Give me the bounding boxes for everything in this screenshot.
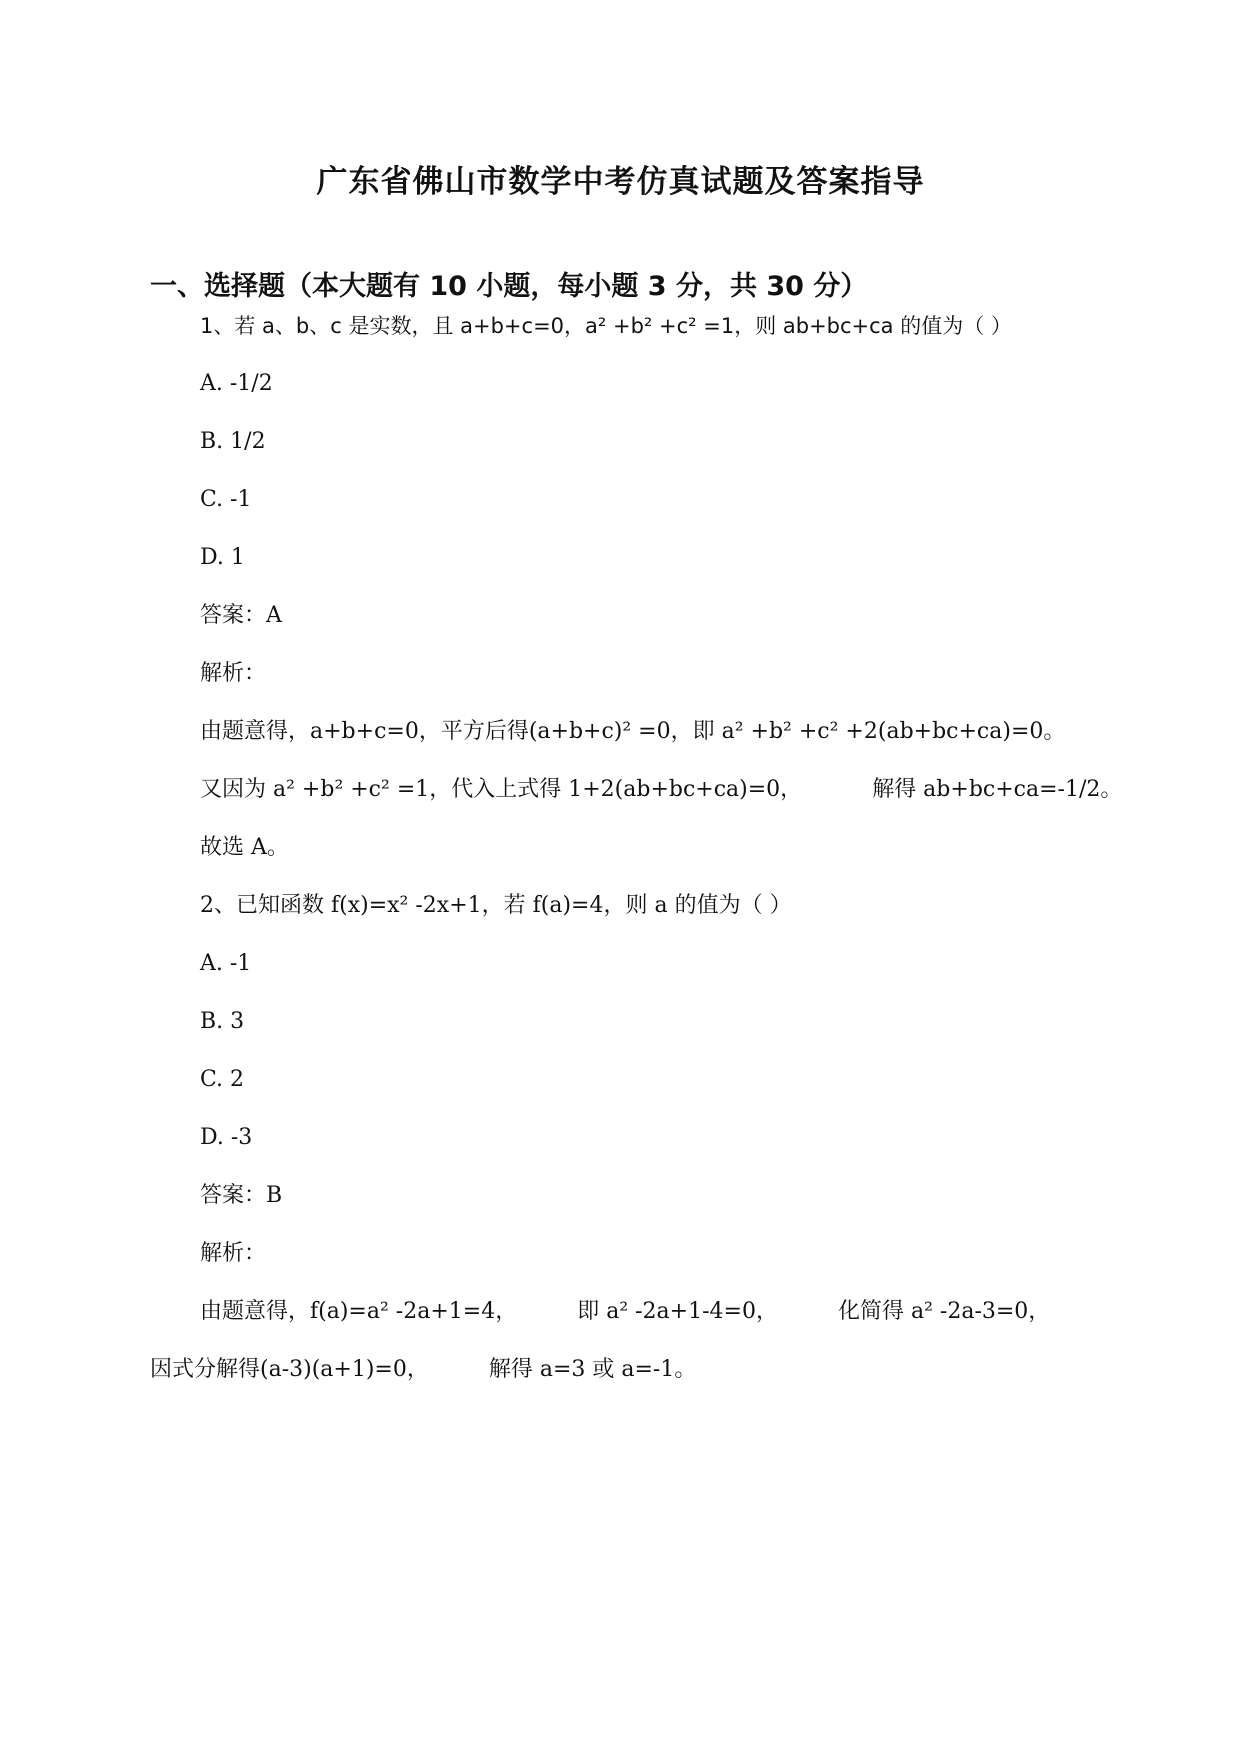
question-2-option-c: C. 2 xyxy=(200,1067,245,1092)
question-2-option-b: B. 3 xyxy=(200,1009,245,1034)
question-2-analysis-part-e: 解得 a=3 或 a=-1。 xyxy=(488,1357,697,1382)
question-2-analysis-part-c: 化简得 a² -2a-3=0， xyxy=(837,1299,1051,1324)
question-2-stem: 2、已知函数 f(x)=x² -2x+1，若 f(a)=4，则 a 的值为（ ） xyxy=(200,893,792,918)
question-1-analysis-line-2 xyxy=(200,775,1122,805)
question-2-analysis-line-2 xyxy=(150,1355,696,1385)
question-2-analysis-label: 解析： xyxy=(200,1241,267,1266)
question-1-option-b: B. 1/2 xyxy=(200,429,266,454)
question-1-option-a: A. -1/2 xyxy=(200,371,273,396)
question-1-answer: 答案：A xyxy=(200,603,282,628)
question-1-analysis-part-a: 又因为 a² +b² +c² =1，代入上式得 1+2(ab+bc+ca)=0， xyxy=(200,777,803,802)
question-1-analysis-conclusion: 故选 A。 xyxy=(200,835,289,860)
question-2-analysis-part-a: 由题意得，f(a)=a² -2a+1=4， xyxy=(200,1299,518,1324)
document-title: 广东省佛山市数学中考仿真试题及答案指导 xyxy=(316,164,925,200)
question-1-analysis-part-b: 解得 ab+bc+ca=-1/2。 xyxy=(872,777,1123,802)
question-2-analysis-part-d: 因式分解得(a-3)(a+1)=0， xyxy=(150,1357,429,1382)
section-heading: 一、选择题（本大题有 10 小题，每小题 3 分，共 30 分） xyxy=(150,271,868,302)
question-2-analysis-line-1 xyxy=(200,1297,1050,1327)
question-1-analysis-label: 解析： xyxy=(200,661,267,686)
question-1-option-d: D. 1 xyxy=(200,545,245,570)
question-1-analysis-line-1: 由题意得，a+b+c=0，平方后得(a+b+c)² =0，即 a² +b² +c² +2(ab+bc+ca)=0。 xyxy=(200,719,1066,744)
question-1-option-c: C. -1 xyxy=(200,487,252,512)
question-2-option-a: A. -1 xyxy=(200,951,252,976)
question-2-analysis-part-b: 即 a² -2a+1-4=0， xyxy=(577,1299,778,1324)
question-2-option-d: D. -3 xyxy=(200,1125,253,1150)
question-1-stem: 1、若 a、b、c 是实数，且 a+b+c=0，a² +b² +c² =1，则 ab+bc+ca 的值为（ ） xyxy=(200,314,1012,338)
question-2-answer: 答案：B xyxy=(200,1183,283,1208)
